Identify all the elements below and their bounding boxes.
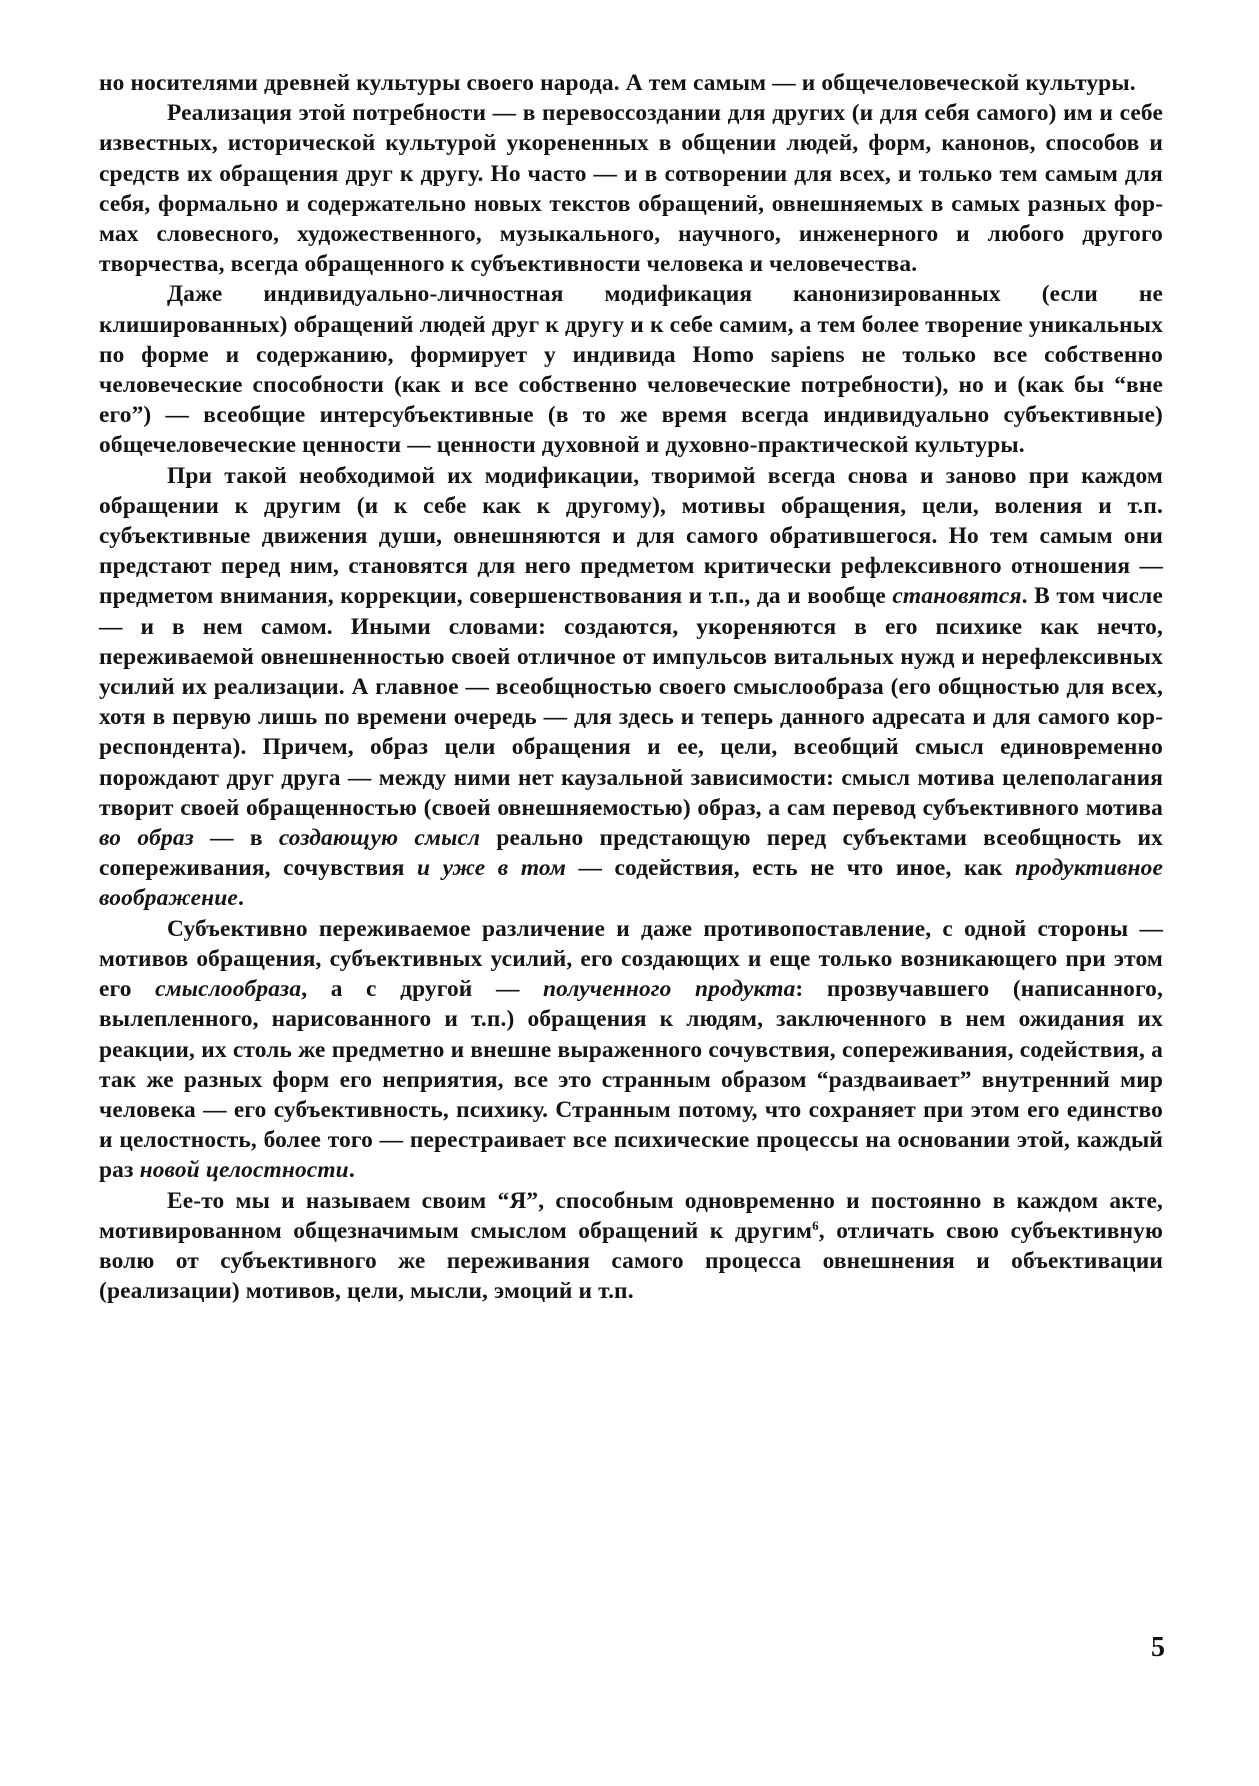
emphasis: во образ	[99, 825, 194, 852]
text-run: реально предстающую перед субъектами всеобщность их сопереживания, сочувствия	[99, 825, 1163, 882]
text-run: : прозвучавшего (написанного, вылепленного, нарисованного и т.п.) обращения к людям, заключенного в нем ожидания их реакции, их столь же предметно и внешне выраженного сочувствия, сопереживания, содействия, а так же разных форм его неприятия, все это странным образом “раздваивает” внутренний мир человека — его субъективность, психику. Странным потому, что сохраняет при этом его единство и целостность, более того — перестраивает все психические процессы на основании этой, каждый раз	[99, 976, 1163, 1184]
text-run: .	[237, 885, 244, 912]
text-run: но носителями древней культуры своего народа. А тем самым — и общечеловеческой культуры.	[99, 70, 1136, 96]
footnote-mark: 6	[812, 1217, 819, 1233]
emphasis: новой целостности	[139, 1157, 349, 1184]
emphasis: продуктивное воображение	[99, 855, 1164, 912]
text-run: Субъективно переживаемое различение и даже противопоставление, с одной стороны — мотивов обращения, субъективных усилий, его создающих и еще только возникающего при этом его	[99, 915, 1163, 1003]
paragraph	[99, 461, 1163, 914]
page-body	[99, 68, 1163, 1306]
emphasis: и уже в том	[417, 855, 566, 882]
paragraph	[99, 98, 1163, 279]
emphasis: создающую смысл	[278, 825, 481, 852]
text-run: При такой необходимой их модификации, творимой всегда снова и заново при каждом обращении к другим (и к себе как к другому), мотивы обращения, цели, воления и т.п. субъективные движения души, овнешняются и для самого обратившегося. Но тем самым они предстают перед ним, становятся для него предметом критически рефлексивного отношения — предметом внимания, коррекции, совершенствования и т.п., да и вообще	[99, 462, 1163, 610]
text-run: , а с другой —	[301, 976, 543, 1003]
paragraph	[99, 68, 1163, 98]
page-number: 5	[1151, 1632, 1165, 1663]
text-run: Реализация этой потребности — в перевоссоздании для других (и для себя самого) им и себе известных, исторической культурой укорененных в общении людей, форм, канонов, способов и средств их обращения друг к другу. Но часто — и в сотворении для всех, и только тем самым для себя, формально и содержательно новых текстов обращений, овнешняемых в самых разных формах словесного, художественного, музыкального, научного, инженерного и любого другого творчества, всегда обращенного к субъективности человека и человечества.	[99, 100, 1163, 278]
text-run: — содействия, есть не что иное, как	[566, 855, 1016, 882]
emphasis: смыслообраза	[155, 976, 302, 1003]
paragraph	[99, 1186, 1163, 1307]
text-run: . В том числе — и в нем самом. Иными словами: создаются, укореняются в его психике как нечто, переживаемой овнешненностью своей отличное от импульсов витальных нужд и нерефлексивных усилий их реализации. А главное — всеобщностью своего смыслообраза (его общностью для всех, хотя в первую лишь по времени очередь — для здесь и теперь данного адресата и для самого корреспондента). Причем, образ цели обращения и ее, цели, всеобщий смысл единовременно порождают друг друга — между ними нет каузальной зависимости: смысл мотива целеполагания творит своей обращенностью (своей овнешняемостью) образ, а сам перевод субъективного мотива	[99, 583, 1163, 821]
paragraph	[99, 914, 1163, 1186]
text-run: .	[348, 1157, 355, 1184]
emphasis: становятся	[892, 583, 1022, 610]
text-run: Ее-то мы и называем своим “Я”, способным одновременно и постоянно в каждом акте, мотивированном общезначимым смыслом обращений к другим	[99, 1187, 1163, 1244]
text-run: , отличать свою субъективную волю от субъективного же переживания самого процесса овнешнения и объективации (реализации) мотивов, цели, мысли, эмоций и т.п.	[99, 1217, 1163, 1305]
text-run: — в	[193, 825, 279, 852]
text-run: Даже индивидуально-личностная модификация канонизированных (если не клишированных) обращений людей друг к другу и к себе самим, а тем более творение уникальных по форме и содержанию, формирует у индивида Homo sapiens не только все собственно человеческие способности (как и все собственно человеческие потребности), но и (как бы “вне его”) — всеобщие интерсубъективные (в то же время всегда индивидуально субъективные) общечеловеческие ценности — ценности духовной и духовно-практической культуры.	[99, 281, 1163, 459]
emphasis: полученного продукта	[543, 976, 796, 1003]
paragraph	[99, 279, 1163, 460]
